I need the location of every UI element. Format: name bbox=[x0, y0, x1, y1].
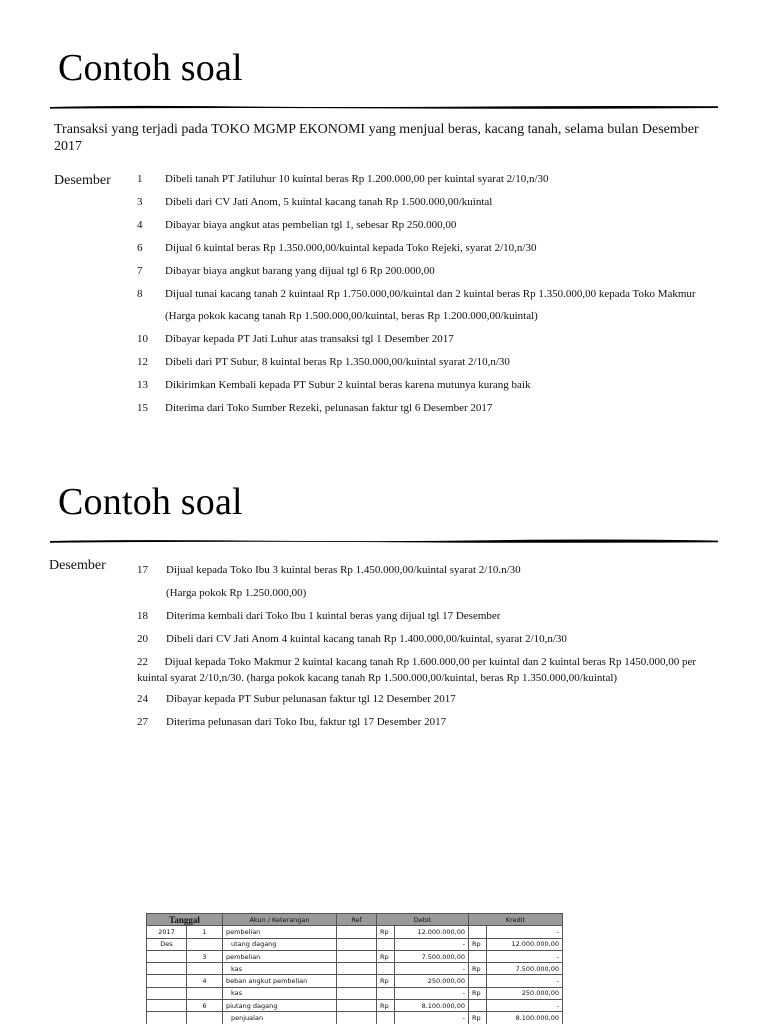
journal-year-cell: 2017 bbox=[147, 926, 187, 938]
transaction-text: Dibeli tanah PT Jatiluhur 10 kuintal beras Rp 1.200.000,00 per kuintal syarat 2/10,n/30 bbox=[165, 173, 549, 185]
journal-year-cell bbox=[147, 987, 187, 999]
journal-credit-currency bbox=[469, 926, 487, 938]
journal-debit-currency: Rp bbox=[377, 926, 395, 938]
transaction-day: 7 bbox=[137, 265, 143, 277]
transaction-text: Dibeli dari CV Jati Anom 4 kuintal kacang tanah Rp 1.400.000,00/kuintal, syarat 2/10,n/30 bbox=[166, 633, 567, 645]
journal-credit-currency: Rp bbox=[469, 963, 487, 975]
journal-credit-cell: - bbox=[487, 975, 563, 987]
transaction-text: Dibayar biaya angkut barang yang dijual tgl 6 Rp 200.000,00 bbox=[165, 265, 435, 277]
transaction-day: 3 bbox=[137, 196, 143, 208]
transaction-text: Dibayar kepada PT Jati Luhur atas transaksi tgl 1 Desember 2017 bbox=[165, 333, 454, 345]
journal-credit-cell: - bbox=[487, 926, 563, 938]
slide1-title: Contoh soal bbox=[58, 47, 243, 89]
header-ref: Ref bbox=[337, 914, 377, 926]
journal-day-cell: 6 bbox=[187, 1000, 223, 1012]
journal-credit-cell: - bbox=[487, 950, 563, 962]
transaction-day: 10 bbox=[137, 333, 148, 345]
journal-credit-cell: 12.000.000,00 bbox=[487, 938, 563, 950]
transaction-day: 17 bbox=[137, 564, 148, 576]
header-akun: Akun / Keterangan bbox=[223, 914, 337, 926]
journal-row bbox=[147, 963, 563, 975]
transaction-day: 15 bbox=[137, 402, 148, 414]
journal-year-cell bbox=[147, 950, 187, 962]
transaction-text: Dijual tunai kacang tanah 2 kuintaal Rp 1.750.000,00/kuintal dan 2 kuintal beras Rp 1.350.000,00 kepada Toko Makmur bbox=[165, 288, 696, 300]
transaction-day: 22 bbox=[137, 656, 148, 668]
journal-account-cell: kas bbox=[223, 987, 337, 999]
month-label: Desember bbox=[49, 558, 106, 573]
header-debit: Debit bbox=[377, 914, 469, 926]
journal-credit-cell: 7.500.000,00 bbox=[487, 963, 563, 975]
transaction-text: Diterima pelunasan dari Toko Ibu, faktur tgl 17 Desember 2017 bbox=[166, 716, 447, 728]
journal-account-cell: utang dagang bbox=[223, 938, 337, 950]
journal-row bbox=[147, 938, 563, 950]
journal-credit-currency bbox=[469, 975, 487, 987]
transaction-text: Dibeli dari CV Jati Anom, 5 kuintal kacang tanah Rp 1.500.000,00/kuintal bbox=[165, 196, 493, 208]
transaction-text: Dijual 6 kuintal beras Rp 1.350.000,00/kuintal kepada Toko Rejeki, syarat 2/10,n/30 bbox=[165, 242, 537, 254]
journal-credit-currency bbox=[469, 950, 487, 962]
journal-debit-currency: Rp bbox=[377, 950, 395, 962]
journal-year-cell bbox=[147, 1012, 187, 1024]
journal-debit-cell: - bbox=[395, 987, 469, 999]
transaction-day: 8 bbox=[137, 288, 143, 300]
journal-year-cell: Des bbox=[147, 938, 187, 950]
journal-day-cell bbox=[187, 1012, 223, 1024]
transaction-text: (Harga pokok Rp 1.250.000,00) bbox=[166, 587, 307, 599]
slide2-title: Contoh soal bbox=[58, 481, 243, 523]
journal-ref-cell bbox=[337, 926, 377, 938]
journal-table bbox=[146, 913, 563, 1024]
journal-credit-cell: 250.000,00 bbox=[487, 987, 563, 999]
journal-day-cell bbox=[187, 938, 223, 950]
journal-debit-cell: 8.100.000,00 bbox=[395, 1000, 469, 1012]
slide1-title-rule bbox=[50, 104, 718, 110]
journal-debit-cell: - bbox=[395, 938, 469, 950]
transaction-text: Dijual kepada Toko Ibu 3 kuintal beras Rp 1.450.000,00/kuintal syarat 2/10.n/30 bbox=[166, 564, 521, 576]
slide2-title-rule bbox=[50, 538, 718, 544]
header-kredit: Kredit bbox=[469, 914, 563, 926]
journal-account-cell: kas bbox=[223, 963, 337, 975]
journal-credit-cell: - bbox=[487, 1000, 563, 1012]
journal-row bbox=[147, 975, 563, 987]
journal-row bbox=[147, 950, 563, 962]
journal-account-cell: piutang dagang bbox=[223, 1000, 337, 1012]
journal-day-cell: 3 bbox=[187, 950, 223, 962]
transaction-item bbox=[137, 654, 715, 686]
journal-day-cell: 4 bbox=[187, 975, 223, 987]
transaction-day: 1 bbox=[137, 173, 143, 185]
transaction-text: Diterima dari Toko Sumber Rezeki, pelunasan faktur tgl 6 Desember 2017 bbox=[165, 402, 493, 414]
journal-row bbox=[147, 1012, 563, 1024]
transaction-text: (Harga pokok kacang tanah Rp 1.500.000,00/kuintal, beras Rp 1.200.000,00/kuintal) bbox=[165, 310, 538, 322]
journal-credit-cell: 8.100.000,00 bbox=[487, 1012, 563, 1024]
transaction-text: Dibayar kepada PT Subur pelunasan faktur tgl 12 Desember 2017 bbox=[166, 693, 456, 705]
journal-header-row bbox=[147, 914, 563, 926]
transaction-text: Dibeli dari PT Subur, 8 kuintal beras Rp 1.350.000,00/kuintal syarat 2/10,n/30 bbox=[165, 356, 510, 368]
transaction-day: 6 bbox=[137, 242, 143, 254]
journal-debit-currency bbox=[377, 987, 395, 999]
transaction-text: Dijual kepada Toko Makmur 2 kuintal kacang tanah Rp 1.600.000,00 per kuintal dan 2 kuintal beras Rp 1450.000,00 per kuintal syarat 2/10,n/30. (harga pokok kacang tanah Rp 1.500.000,00/kuintal, beras Rp 1.350.000,00/kuintal) bbox=[137, 656, 697, 684]
transaction-text: Diterima kembali dari Toko Ibu 1 kuintal beras yang dijual tgl 17 Desember bbox=[166, 610, 501, 622]
transaction-day: 4 bbox=[137, 219, 143, 231]
journal-ref-cell bbox=[337, 975, 377, 987]
journal-debit-currency bbox=[377, 1012, 395, 1024]
journal-account-cell: penjualan bbox=[223, 1012, 337, 1024]
journal-day-cell bbox=[187, 987, 223, 999]
journal-debit-currency bbox=[377, 963, 395, 975]
transaction-text: Dibayar biaya angkut atas pembelian tgl 1, sebesar Rp 250.000,00 bbox=[165, 219, 457, 231]
journal-year-cell bbox=[147, 975, 187, 987]
journal-row bbox=[147, 926, 563, 938]
journal-credit-currency: Rp bbox=[469, 938, 487, 950]
journal-debit-currency bbox=[377, 938, 395, 950]
transaction-text: Dikirimkan Kembali kepada PT Subur 2 kuintal beras karena mutunya kurang baik bbox=[165, 379, 531, 391]
journal-debit-cell: 12.000.000,00 bbox=[395, 926, 469, 938]
month-label: Desember bbox=[54, 173, 111, 188]
journal-credit-currency bbox=[469, 1000, 487, 1012]
journal-ref-cell bbox=[337, 963, 377, 975]
journal-account-cell: pembelian bbox=[223, 926, 337, 938]
journal-debit-currency: Rp bbox=[377, 975, 395, 987]
journal-ref-cell bbox=[337, 938, 377, 950]
journal-credit-currency: Rp bbox=[469, 1012, 487, 1024]
transaction-day: 12 bbox=[137, 356, 148, 368]
journal-day-cell bbox=[187, 963, 223, 975]
journal-ref-cell bbox=[337, 1012, 377, 1024]
transaction-day: 13 bbox=[137, 379, 148, 391]
journal-debit-cell: 250.000,00 bbox=[395, 975, 469, 987]
journal-ref-cell bbox=[337, 1000, 377, 1012]
journal-ref-cell bbox=[337, 987, 377, 999]
journal-row bbox=[147, 987, 563, 999]
intro-text: Transaksi yang terjadi pada TOKO MGMP EKONOMI yang menjual beras, kacang tanah, selama bulan Desember 2017 bbox=[54, 122, 699, 154]
journal-ref-cell bbox=[337, 950, 377, 962]
journal-credit-currency: Rp bbox=[469, 987, 487, 999]
transaction-day: 27 bbox=[137, 716, 148, 728]
transaction-day: 20 bbox=[137, 633, 148, 645]
journal-debit-cell: - bbox=[395, 1012, 469, 1024]
journal-row bbox=[147, 1000, 563, 1012]
journal-account-cell: beban angkut pembelian bbox=[223, 975, 337, 987]
journal-year-cell bbox=[147, 1000, 187, 1012]
transaction-day: 18 bbox=[137, 610, 148, 622]
journal-debit-cell: 7.500.000,00 bbox=[395, 950, 469, 962]
journal-day-cell: 1 bbox=[187, 926, 223, 938]
journal-account-cell: pembelian bbox=[223, 950, 337, 962]
journal-debit-cell: - bbox=[395, 963, 469, 975]
transaction-day: 24 bbox=[137, 693, 148, 705]
header-tanggal: Tanggal bbox=[147, 914, 223, 926]
journal-debit-currency: Rp bbox=[377, 1000, 395, 1012]
journal-year-cell bbox=[147, 963, 187, 975]
